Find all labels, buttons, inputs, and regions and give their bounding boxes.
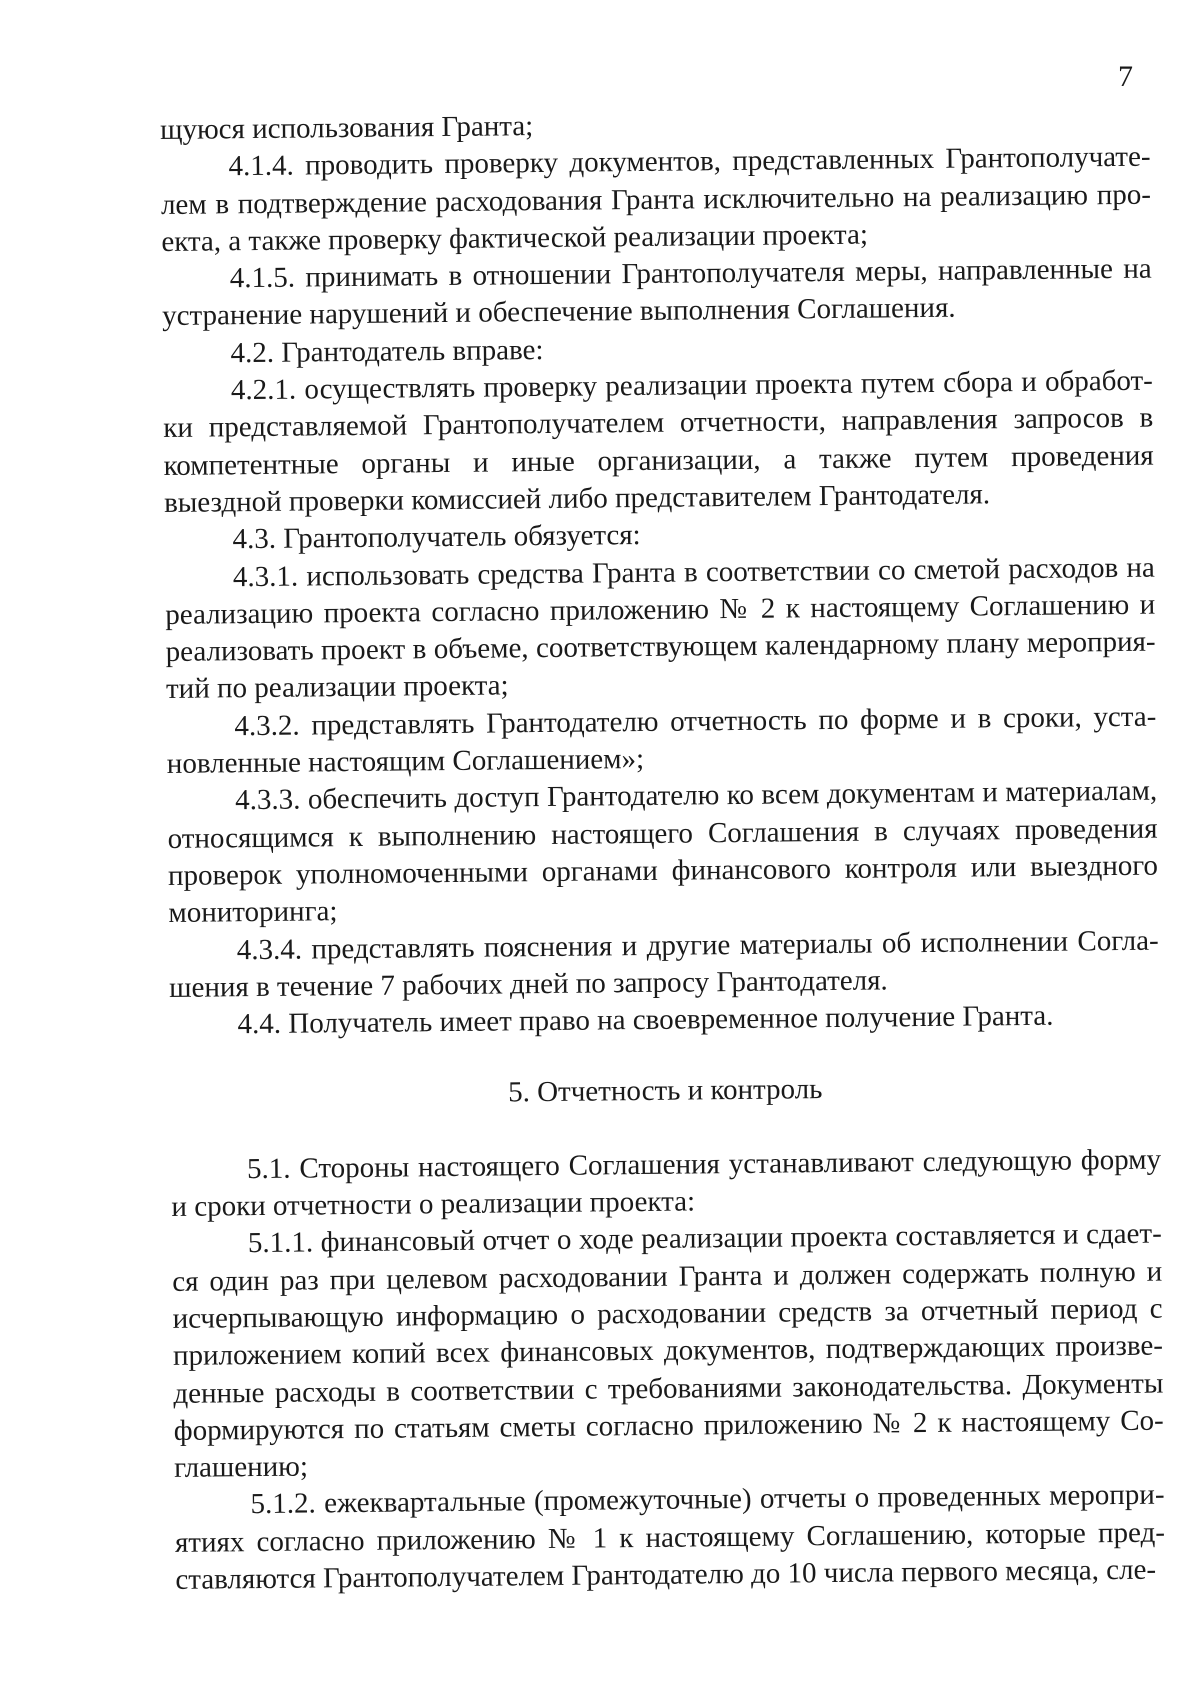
paragraph-4-3-4: 4.3.4. представлять пояснения и другие материалы об исполнении Соглашения в течение 7 рабочих дней по запросу Грантодателя. xyxy=(169,924,1159,1004)
paragraph-4-2-1: 4.2.1. осуществлять проверку реализации проекта путем сбора и обработки представляемой Грантополучателем отчетности, направления запросов в компетентные органы и иные организации, а также путем проведения выездной проверки комиссией либо представителем Грантодателя. xyxy=(163,364,1154,519)
paragraph-5-1-1: 5.1.1. финансовый отчет о ходе реализации проекта составляется и сдается один раз при целевом расходовании Гранта и должен содержать полную и исчерпывающую информацию о расходовании средств за отчетный период с приложением копий всех финансовых документов, подтверждающих произведенные расходы в соответствии с требованиями законодательства. Документы формируются по статьям сметы согласно приложению № 2 к настоящему Соглашению; xyxy=(172,1217,1164,1485)
page-number: 7 xyxy=(1118,60,1133,93)
paragraph-4-3-3: 4.3.3. обеспечить доступ Грантодателю ко всем документам и материалам, относящимся к выполнению настоящего Соглашения в случаях проведения проверок уполномоченными органами финансового контроля или выездного мониторинга; xyxy=(167,774,1159,930)
paragraph-5-1-2: 5.1.2. ежеквартальные (промежуточные) отчеты о проведенных мероприятиях согласно приложению № 1 к настоящему Соглашению, которые представляются Грантополучателем Грантодателю до 10 числа первого месяца, сле- xyxy=(174,1478,1166,1596)
paragraph-4-2: 4.2. Грантодатель вправе: xyxy=(230,333,544,370)
paragraph-4-3-2: 4.3.2. представлять Грантодателю отчетность по форме и в сроки, установленные настоящим Соглашением»; xyxy=(166,700,1157,781)
document-body xyxy=(160,102,1166,1600)
paragraph-4-3-1: 4.3.1. использовать средства Гранта в соответствии со сметой расходов на реализацию проекта согласно приложению № 2 к настоящему Соглашению и реализовать проект в объеме, соответствующем календарному плану мероприятий по реализации проекта; xyxy=(165,551,1156,706)
paragraph-4-1-4: 4.1.4. проводить проверку документов, представленных Грантополучателем в подтверждение расходования Гранта исключительно на реализацию проекта, а также проверку фактической реализации проекта; xyxy=(160,140,1152,258)
paragraph-continuation: щуюся использования Гранта; xyxy=(160,110,534,146)
paragraph-4-3: 4.3. Грантополучатель обязуется: xyxy=(232,519,641,556)
paragraph-5-1: 5.1. Стороны настоящего Соглашения устанавливают следующую форму и сроки отчетности о реализации проекта: xyxy=(171,1143,1162,1223)
paragraph-4-4: 4.4. Получатель имеет право на своевременное получение Гранта. xyxy=(237,999,1054,1041)
section-heading: 5. Отчетность и контроль xyxy=(507,1073,823,1109)
paragraph-4-1-5: 4.1.5. принимать в отношении Грантополучателя меры, направленные на устранение нарушений и обеспечение выполнения Соглашения. xyxy=(161,252,1152,333)
